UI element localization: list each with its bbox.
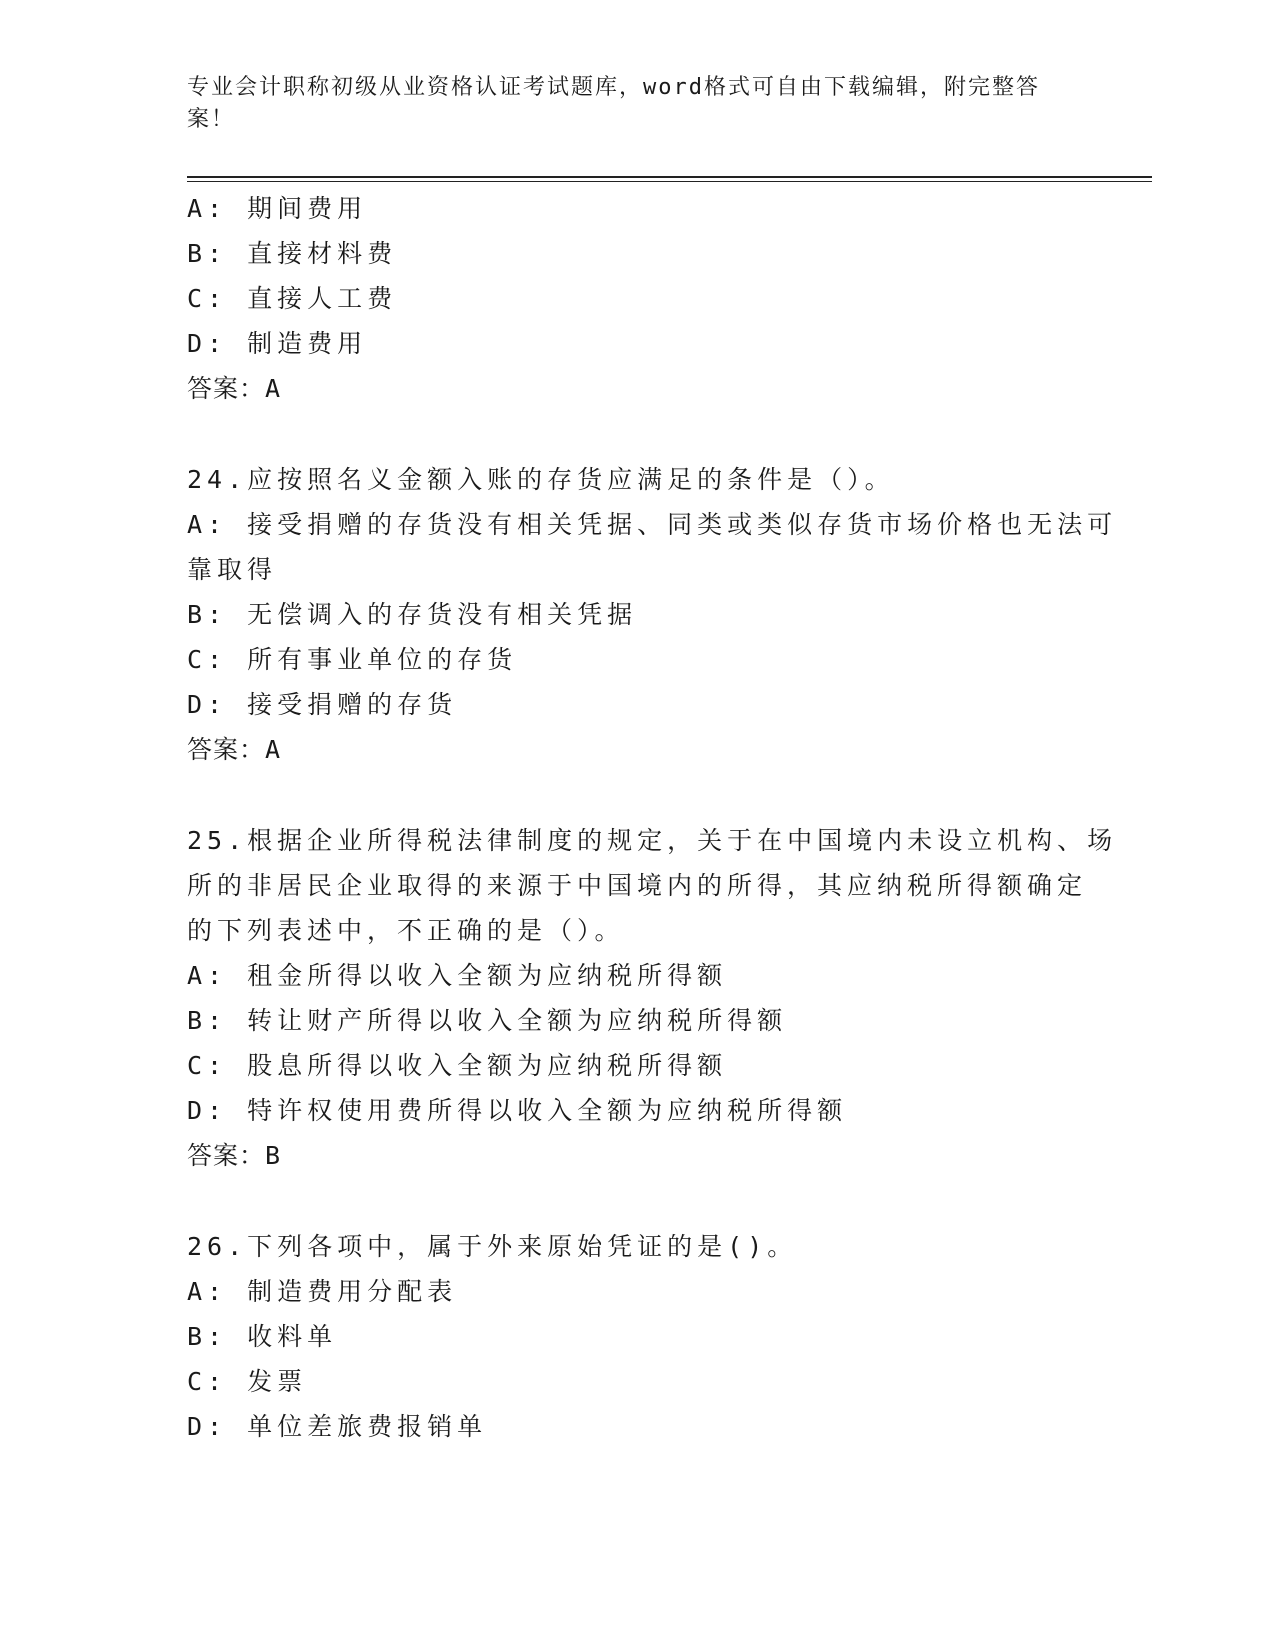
q23-option-d: D: 制造费用 xyxy=(187,329,368,358)
q25-stem-line3: 的下列表述中，不正确的是（）。 xyxy=(187,916,625,945)
q25-answer: 答案：B xyxy=(187,1141,282,1170)
q24-option-b: B: 无偿调入的存货没有相关凭据 xyxy=(187,600,638,629)
q26-stem: 26.下列各项中，属于外来原始凭证的是()。 xyxy=(187,1232,798,1261)
q23-option-a: A: 期间费用 xyxy=(187,194,368,223)
q23-option-c: C: 直接人工费 xyxy=(187,284,398,313)
q25-option-d: D: 特许权使用费所得以收入全额为应纳税所得额 xyxy=(187,1096,848,1125)
q24-option-d: D: 接受捐赠的存货 xyxy=(187,690,458,719)
header-rule-thin xyxy=(187,181,1152,182)
q24-option-c: C: 所有事业单位的存货 xyxy=(187,645,518,674)
q24-answer: 答案：A xyxy=(187,735,282,764)
q26-option-d: D: 单位差旅费报销单 xyxy=(187,1412,488,1441)
q23-answer: 答案：A xyxy=(187,374,282,403)
q25-option-a: A: 租金所得以收入全额为应纳税所得额 xyxy=(187,961,728,990)
q26-option-a: A: 制造费用分配表 xyxy=(187,1277,458,1306)
q26-option-c: C: 发票 xyxy=(187,1367,308,1396)
q23-option-b: B: 直接材料费 xyxy=(187,239,398,268)
header-rule-thick xyxy=(187,176,1152,178)
q26-option-b: B: 收料单 xyxy=(187,1322,338,1351)
q25-stem-line2: 所的非居民企业取得的来源于中国境内的所得，其应纳税所得额确定 xyxy=(187,871,1088,900)
q25-option-c: C: 股息所得以收入全额为应纳税所得额 xyxy=(187,1051,728,1080)
document-header: 专业会计职称初级从业资格认证考试题库，word格式可自由下载编辑，附完整答案！ xyxy=(187,75,1040,132)
q24-option-a-line1: A: 接受捐赠的存货没有相关凭据、同类或类似存货市场价格也无法可 xyxy=(187,510,1118,539)
q25-option-b: B: 转让财产所得以收入全额为应纳税所得额 xyxy=(187,1006,788,1035)
q24-option-a-line2: 靠取得 xyxy=(187,555,278,584)
q25-stem-line1: 25.根据企业所得税法律制度的规定，关于在中国境内未设立机构、场 xyxy=(187,826,1118,855)
q24-stem: 24.应按照名义金额入账的存货应满足的条件是（）。 xyxy=(187,465,895,494)
